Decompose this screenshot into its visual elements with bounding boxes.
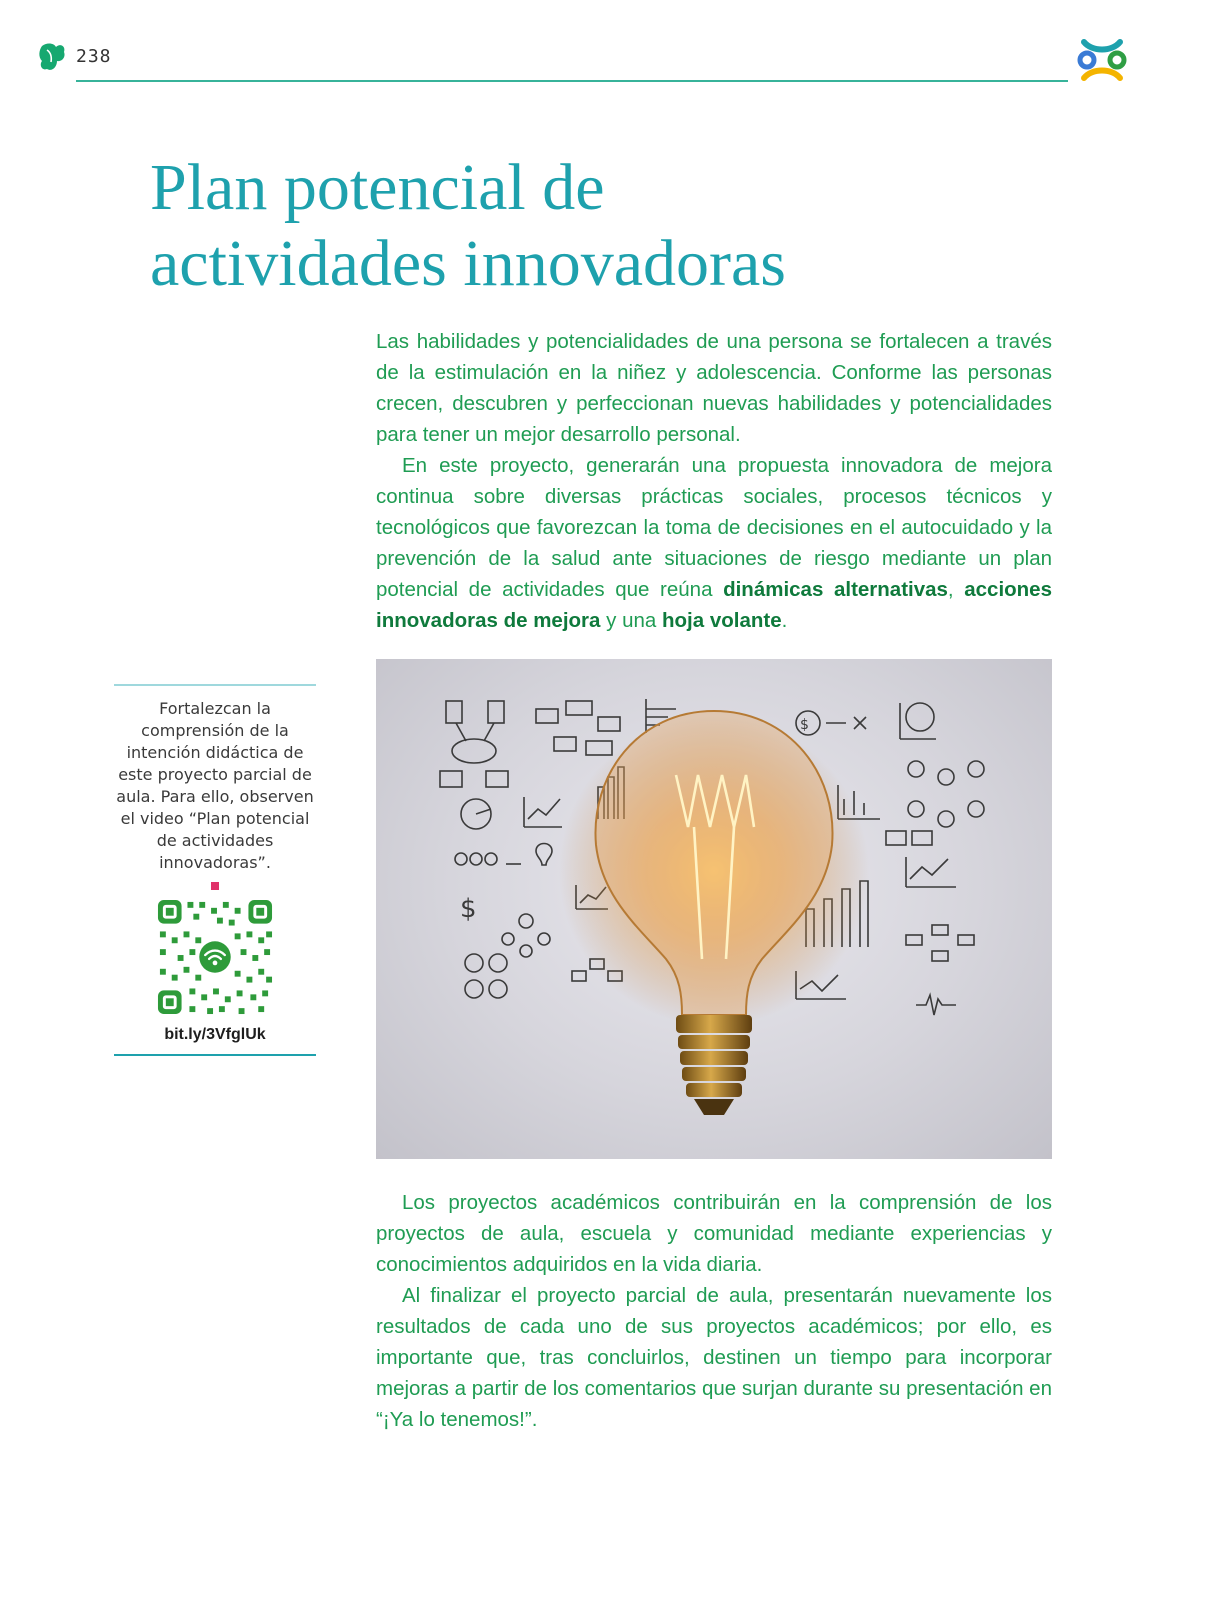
intro-p2-start: En este proyecto, generarán una propuesta innovadora de mejora continua sobre diversas prácticas sociales, procesos técnicos y tecnológicos que favorezcan la toma de decisiones en el autocuidado y la prevención de la salud ante situaciones de riesgo mediante un plan potencial de actividades que reúna	[376, 454, 1052, 601]
svg-text:$: $	[460, 894, 477, 924]
svg-text:$: $	[800, 717, 809, 733]
outro-text	[376, 1187, 1052, 1435]
intro-text	[376, 326, 1052, 636]
outro-paragraph-2: Al finalizar el proyecto parcial de aula, presentarán nuevamente los resultados de cada uno de sus proyectos académicos; por ello, es importante que, tras concluirlos, destinen un tiempo para incorporar mejoras a partir de los comentarios que surjan durante su presentación en “¡Ya lo tenemos!”.	[376, 1284, 1052, 1431]
video-sidebar	[114, 684, 316, 1056]
project-type-logo-icon	[1074, 32, 1130, 88]
page-title	[150, 150, 1050, 302]
highlight-hoja-volante: hoja volante	[661, 609, 782, 632]
pink-dot	[211, 882, 219, 890]
sidebar-text: Fortalezcan la comprensión de la intención didáctica de este proyecto parcial de aula. Para ello, observen el video “Plan potencial de actividades innovadoras”.	[116, 699, 314, 872]
sidebar-bottom-rule	[114, 1054, 316, 1056]
book-series-logo-icon	[38, 40, 68, 74]
intro-paragraph-2	[376, 450, 1052, 636]
qr-code-icon[interactable]	[156, 898, 274, 1016]
intro-p2-end: .	[781, 609, 788, 632]
sidebar-top-rule	[114, 684, 316, 686]
lightbulb-doodles-illustration	[376, 659, 1052, 1159]
page-number: 238	[76, 46, 112, 67]
video-short-link[interactable]: bit.ly/3VfglUk	[164, 1026, 266, 1043]
title-line-1: Plan potencial de	[150, 151, 605, 224]
header-rule	[76, 80, 1068, 82]
intro-p2-sep1: ,	[947, 578, 965, 601]
outro-paragraph-1: Los proyectos académicos contribuirán en la comprensión de los proyectos de aula, escuela y comunidad mediante experiencias y conocimientos adquiridos en la vida diaria.	[376, 1191, 1052, 1276]
title-line-2: actividades innovadoras	[150, 227, 786, 300]
intro-paragraph-1: Las habilidades y potencialidades de una persona se fortalecen a través de la estimulación en la niñez y adolescencia. Conforme las personas crecen, descubren y perfeccionan nuevas habilidades y potencialidades para tener un mejor desarrollo personal.	[376, 330, 1052, 446]
highlight-acciones: acciones innovadoras de mejora	[376, 578, 1052, 632]
lightbulb-photo	[376, 659, 1052, 1159]
highlight-dinamicas: dinámicas alternativas	[723, 578, 948, 601]
lightbulb-base	[676, 1015, 752, 1115]
intro-p2-sep2: y una	[600, 609, 662, 632]
